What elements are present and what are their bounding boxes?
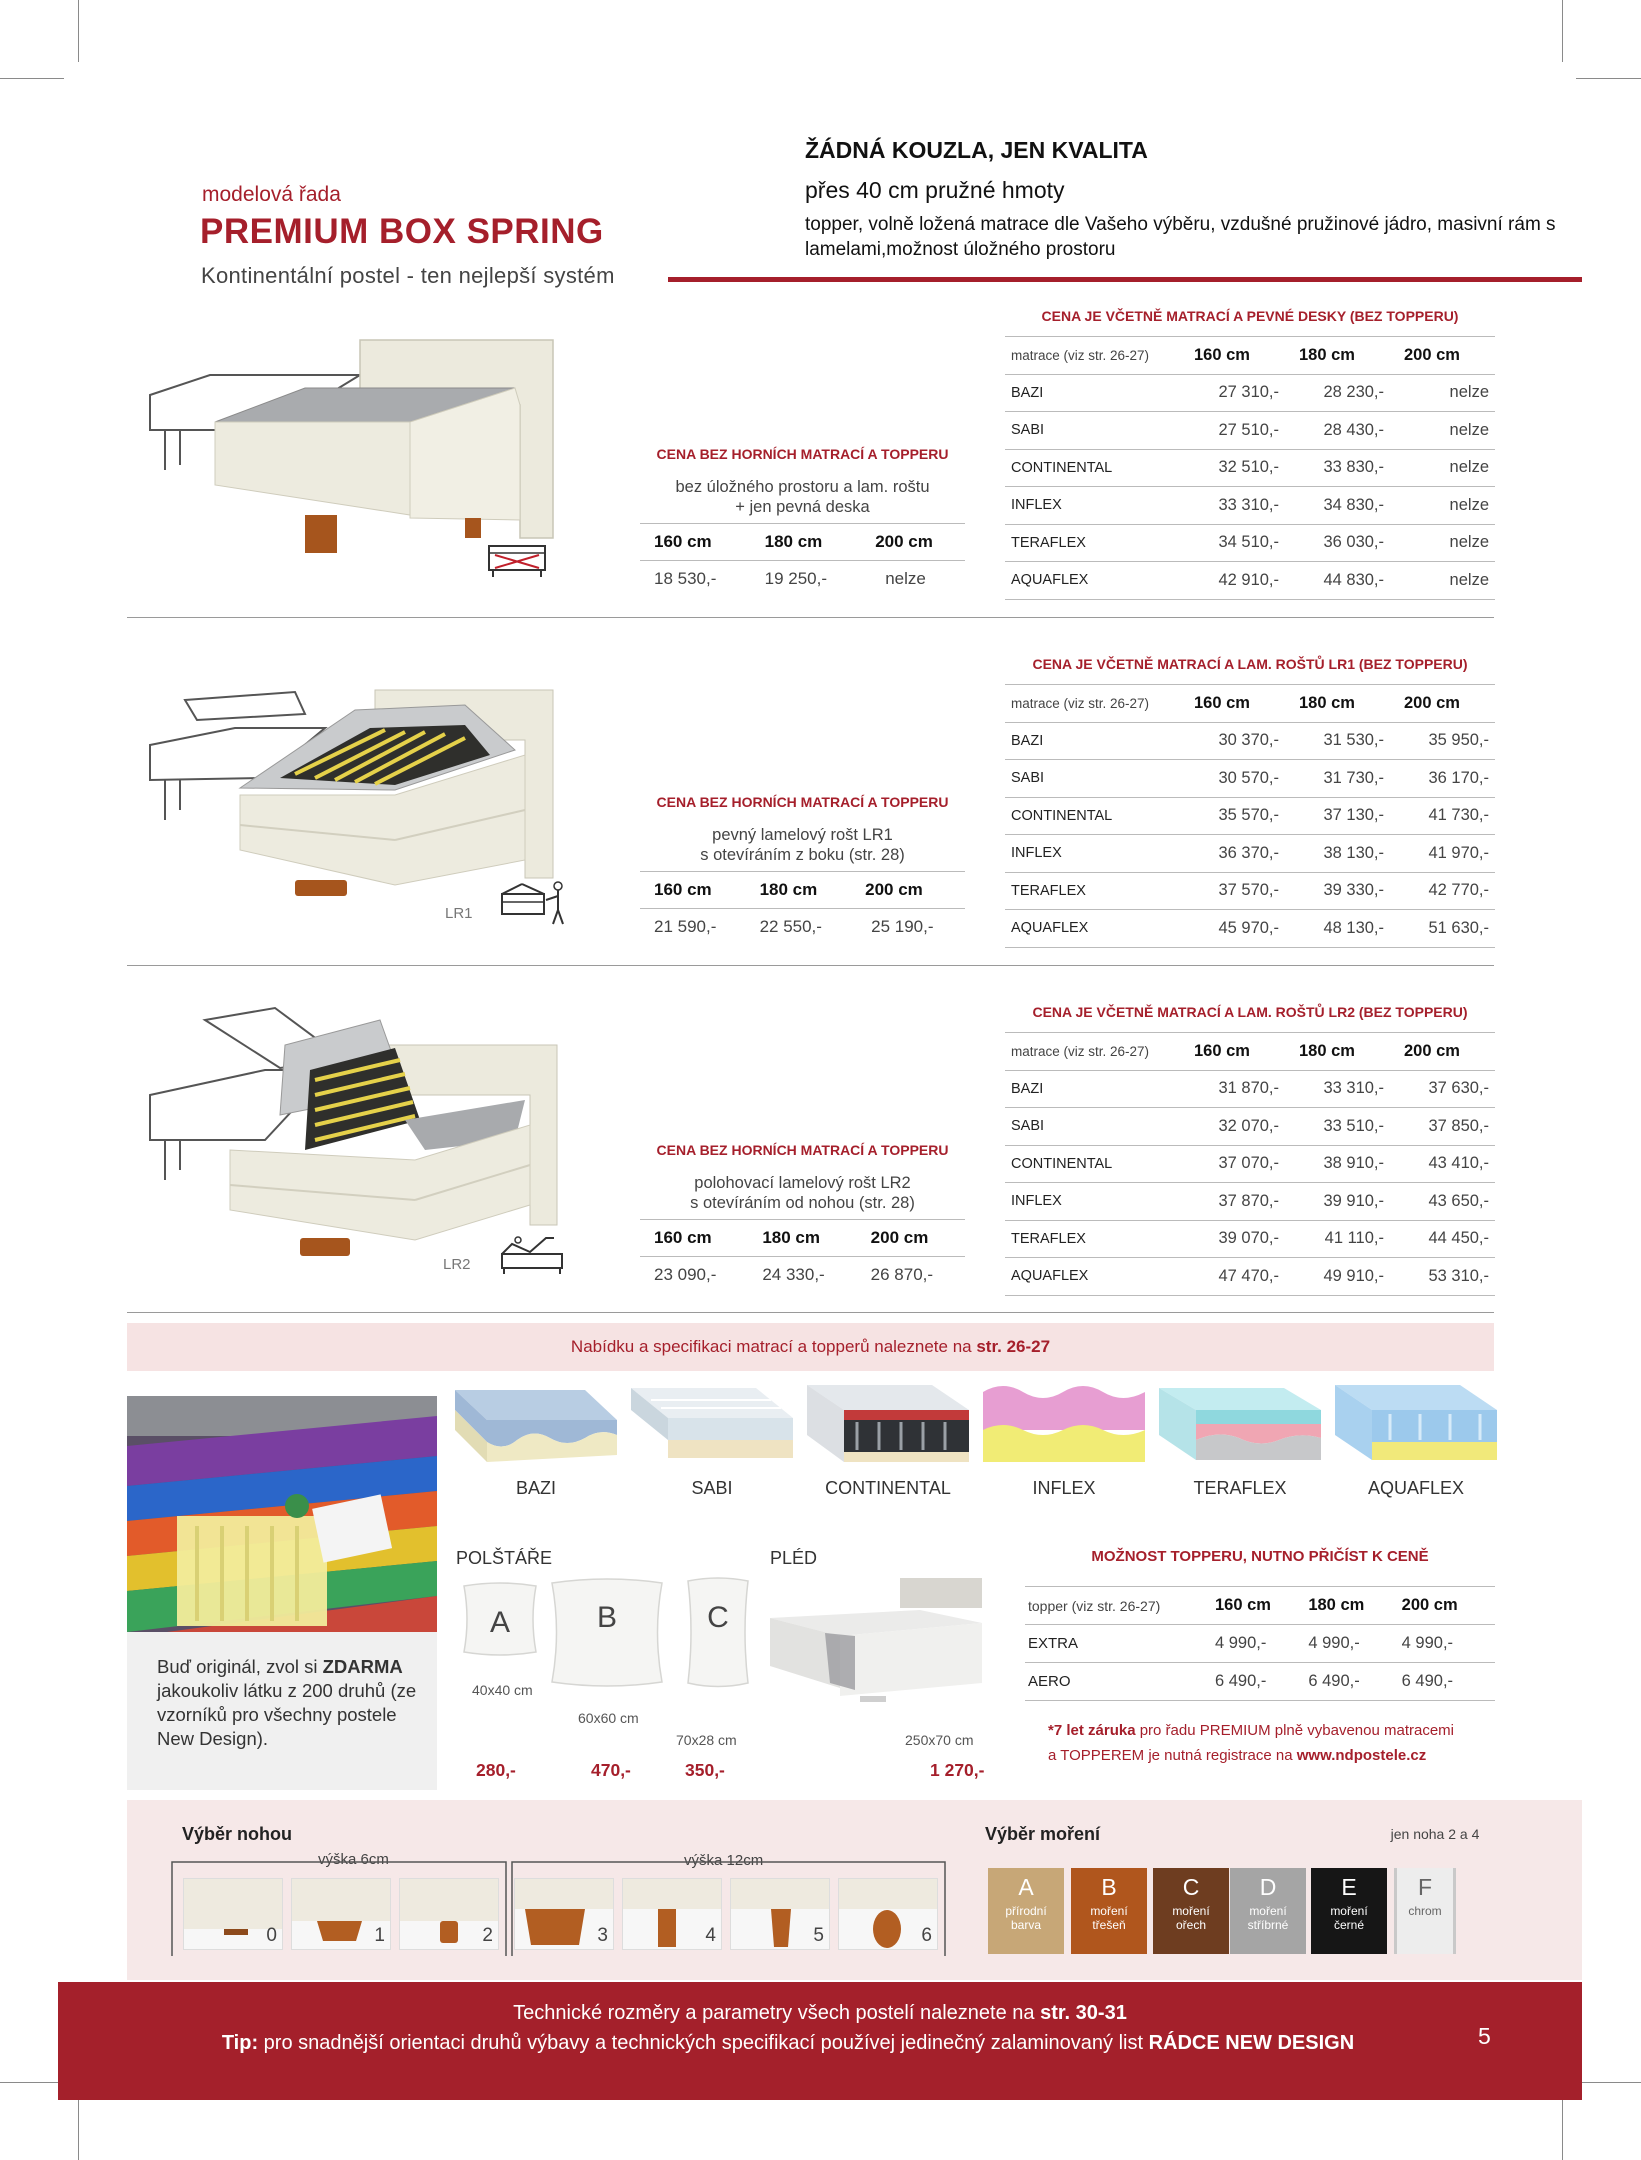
stain-desc: moření bbox=[1090, 1904, 1128, 1918]
section-divider bbox=[127, 617, 1494, 618]
nomat-heading: CENA BEZ HORNÍCH MATRACÍ A TOPPERU bbox=[656, 446, 949, 462]
warranty-line bbox=[1048, 1718, 1508, 1743]
col-header: 180 cm bbox=[1285, 337, 1390, 375]
stain-note: jen noha 2 a 4 bbox=[1390, 1826, 1480, 1842]
table-row bbox=[1005, 1258, 1495, 1296]
size-header-row bbox=[640, 524, 965, 561]
slogan-description: topper, volně ložená matrace dle Vašeho výběru, vzdušné pružinové jádro, masivní rám s lamelami,možnost úložného prostoru bbox=[805, 214, 1556, 260]
pillow-dimension: 70x28 cm bbox=[676, 1732, 737, 1748]
price-cell: nelze bbox=[1390, 374, 1495, 412]
stain-option-d[interactable] bbox=[1230, 1868, 1306, 1954]
mattress-name: AQUAFLEX bbox=[1005, 562, 1180, 600]
price-cell: 23 090,- bbox=[640, 1257, 748, 1294]
table-row bbox=[1005, 760, 1495, 798]
price-cell: 51 630,- bbox=[1390, 910, 1495, 948]
price-row bbox=[640, 909, 965, 946]
mattress-name-label: INFLEX bbox=[1032, 1478, 1096, 1498]
bed-illustration bbox=[145, 1000, 565, 1265]
price-cell: 37 070,- bbox=[1180, 1145, 1285, 1183]
stain-letter: E bbox=[1341, 1874, 1357, 1900]
col-header: 160 cm bbox=[1180, 337, 1285, 375]
nomat-description bbox=[640, 825, 965, 865]
price-cell: 42 770,- bbox=[1390, 872, 1495, 910]
slogan-spring: přes 40 cm pružné hmoty bbox=[805, 177, 1065, 203]
stain-option-a[interactable] bbox=[988, 1868, 1064, 1954]
mattress-name: SABI bbox=[1005, 412, 1180, 450]
tip-label: Tip: bbox=[221, 2032, 259, 2054]
throw-dimension: 250x70 cm bbox=[905, 1732, 974, 1748]
slogan: ŽÁDNÁ KOUZLA, JEN KVALITA bbox=[805, 137, 1148, 163]
col-header: 180 cm bbox=[1285, 685, 1390, 723]
price-cell: 26 870,- bbox=[857, 1257, 965, 1294]
leg-number: 3 bbox=[597, 1925, 608, 1946]
leg-number: 4 bbox=[705, 1925, 716, 1946]
price-cell: 34 510,- bbox=[1180, 524, 1285, 562]
pillow-b-image bbox=[547, 1575, 667, 1690]
price-cell: 6 490,- bbox=[1402, 1663, 1495, 1701]
price-cell: 37 850,- bbox=[1390, 1108, 1495, 1146]
mattress-name-label: BAZI bbox=[515, 1478, 556, 1498]
nomat-desc-line: pevný lamelový rošt LR1 bbox=[712, 826, 893, 844]
nomat-heading: CENA BEZ HORNÍCH MATRACÍ A TOPPERU bbox=[656, 794, 949, 810]
table-header-row bbox=[1005, 685, 1495, 723]
model-subtitle: Kontinentální postel - ten nejlepší systém bbox=[201, 263, 615, 288]
mattress-name: INFLEX bbox=[1005, 487, 1180, 525]
col-header: 180 cm bbox=[1285, 1033, 1390, 1071]
col-header: 200 cm bbox=[1402, 1587, 1495, 1625]
fabric-free-label: ZDARMA bbox=[322, 1656, 403, 1677]
crop-mark bbox=[0, 2082, 64, 2083]
price-cell: 37 130,- bbox=[1285, 797, 1390, 835]
mattress-image-inflex bbox=[983, 1380, 1145, 1470]
leg-number: 6 bbox=[921, 1925, 932, 1946]
stain-desc: třešeň bbox=[1092, 1918, 1126, 1932]
price-cell: 41 970,- bbox=[1390, 835, 1495, 873]
leg-number: 2 bbox=[482, 1925, 493, 1946]
leg-number: 5 bbox=[813, 1925, 824, 1946]
mattress-name: BAZI bbox=[1005, 1070, 1180, 1108]
table-row bbox=[1005, 449, 1495, 487]
col-header: topper (viz str. 26-27) bbox=[1025, 1587, 1215, 1625]
crop-mark bbox=[1562, 2098, 1563, 2160]
size-cell: 200 cm bbox=[861, 524, 965, 561]
topper-price-table bbox=[1025, 1586, 1495, 1701]
stain-desc: moření bbox=[1330, 1904, 1368, 1918]
leg-number: 0 bbox=[266, 1925, 277, 1946]
pillow-a-image bbox=[460, 1580, 540, 1658]
price-cell: nelze bbox=[1390, 562, 1495, 600]
price-cell: 24 330,- bbox=[748, 1257, 856, 1294]
bed-label: LR1 bbox=[445, 905, 473, 922]
throw-image bbox=[770, 1578, 982, 1728]
price-cell: 36 370,- bbox=[1180, 835, 1285, 873]
header-rule bbox=[668, 277, 1582, 282]
mattress-image-continental bbox=[807, 1380, 969, 1470]
price-row bbox=[640, 1257, 965, 1294]
price-cell: nelze bbox=[1390, 487, 1495, 525]
stain-letter: A bbox=[1018, 1874, 1034, 1900]
table-row bbox=[1025, 1663, 1495, 1701]
price-cell: 4 990,- bbox=[1308, 1625, 1401, 1663]
price-cell: nelze bbox=[1390, 449, 1495, 487]
price-cell: 25 190,- bbox=[851, 909, 965, 946]
price-table-heading: CENA JE VČETNĚ MATRACÍ A LAM. ROŠTŮ LR1 (BEZ TOPPERU) bbox=[1032, 656, 1468, 672]
stain-letter: C bbox=[1182, 1874, 1200, 1900]
size-cell: 200 cm bbox=[851, 872, 965, 909]
stain-desc: chrom bbox=[1408, 1904, 1442, 1918]
bed-illustration bbox=[145, 330, 565, 570]
stain-letter: D bbox=[1259, 1874, 1277, 1900]
series-label: modelová řada bbox=[202, 183, 341, 206]
col-header: matrace (viz str. 26-27) bbox=[1005, 1033, 1180, 1071]
leg-option-6[interactable] bbox=[838, 1878, 938, 1950]
stain-option-f[interactable] bbox=[1394, 1868, 1456, 1954]
stain-desc: ořech bbox=[1175, 1918, 1207, 1932]
section-divider bbox=[127, 1312, 1494, 1313]
price-cell: 43 650,- bbox=[1390, 1183, 1495, 1221]
stain-desc: černé bbox=[1333, 1918, 1365, 1932]
col-header: 200 cm bbox=[1390, 1033, 1495, 1071]
table-header-row bbox=[1005, 337, 1495, 375]
mattress-name-label: AQUAFLEX bbox=[1367, 1478, 1465, 1498]
nomat-desc-line: s otevíráním z boku (str. 28) bbox=[700, 846, 905, 864]
price-cell: 43 410,- bbox=[1390, 1145, 1495, 1183]
mattress-name: TERAFLEX bbox=[1005, 1220, 1180, 1258]
price-cell: 39 910,- bbox=[1285, 1183, 1390, 1221]
topper-name: AERO bbox=[1025, 1663, 1215, 1701]
price-cell: 53 310,- bbox=[1390, 1258, 1495, 1296]
crop-mark bbox=[1576, 2082, 1641, 2083]
pillow-c-image bbox=[682, 1575, 754, 1690]
warranty-line bbox=[1048, 1743, 1508, 1768]
table-row bbox=[1005, 524, 1495, 562]
price-cell: 22 550,- bbox=[746, 909, 852, 946]
pillow-dimension: 60x60 cm bbox=[578, 1710, 639, 1726]
price-cell: 35 950,- bbox=[1390, 722, 1495, 760]
col-header: matrace (viz str. 26-27) bbox=[1005, 685, 1180, 723]
mattress-name: SABI bbox=[1005, 760, 1180, 798]
stain-option-e[interactable] bbox=[1311, 1868, 1387, 1954]
price-cell: 33 830,- bbox=[1285, 449, 1390, 487]
price-cell: 36 030,- bbox=[1285, 524, 1390, 562]
nomat-description bbox=[640, 477, 965, 517]
mattress-image-aquaflex bbox=[1335, 1380, 1497, 1470]
price-table bbox=[1005, 1032, 1495, 1296]
price-cell: 38 130,- bbox=[1285, 835, 1390, 873]
fabric-samples-image bbox=[127, 1396, 437, 1632]
height-label: výška 12cm bbox=[684, 1852, 764, 1869]
table-row bbox=[1005, 1183, 1495, 1221]
mattress-image-bazi bbox=[455, 1380, 617, 1470]
col-header: 160 cm bbox=[1180, 685, 1285, 723]
price-cell: nelze bbox=[1390, 524, 1495, 562]
table-row bbox=[1005, 487, 1495, 525]
stains-title: Výběr moření bbox=[985, 1824, 1101, 1844]
crop-mark bbox=[1562, 0, 1563, 62]
col-header: 160 cm bbox=[1215, 1587, 1308, 1625]
leg-option-2[interactable] bbox=[399, 1878, 499, 1950]
price-cell: 44 830,- bbox=[1285, 562, 1390, 600]
price-cell: 48 130,- bbox=[1285, 910, 1390, 948]
size-cell: 160 cm bbox=[640, 872, 746, 909]
pillow-price: 350,- bbox=[685, 1760, 725, 1780]
nomat-desc-line: s otevíráním od nohou (str. 28) bbox=[690, 1194, 915, 1212]
stain-option-b[interactable] bbox=[1071, 1868, 1147, 1954]
price-cell: 18 530,- bbox=[640, 561, 751, 598]
price-cell: 33 510,- bbox=[1285, 1108, 1390, 1146]
nomat-desc-line: + jen pevná deska bbox=[735, 498, 870, 516]
footer-product: RÁDCE NEW DESIGN bbox=[1148, 2032, 1355, 2054]
price-cell: 21 590,- bbox=[640, 909, 746, 946]
nomat-price-table bbox=[640, 871, 965, 946]
footer-line-1 bbox=[58, 2002, 1582, 2025]
price-table bbox=[1005, 336, 1495, 600]
topper-heading: MOŽNOST TOPPERU, NUTNO PŘIČÍST K CENĚ bbox=[1091, 1548, 1429, 1565]
mattress-name-label: CONTINENTAL bbox=[825, 1478, 951, 1498]
leg-option-0[interactable] bbox=[183, 1878, 283, 1950]
mattress-name-label: TERAFLEX bbox=[1193, 1478, 1287, 1498]
price-cell: 33 310,- bbox=[1285, 1070, 1390, 1108]
warranty-text: pro řadu PREMIUM plně vybavenou matracemi bbox=[1135, 1722, 1455, 1739]
price-cell: 27 310,- bbox=[1180, 374, 1285, 412]
nomat-price-table bbox=[640, 1219, 965, 1294]
mattress-name: BAZI bbox=[1005, 722, 1180, 760]
price-cell: 27 510,- bbox=[1180, 412, 1285, 450]
price-cell: 31 530,- bbox=[1285, 722, 1390, 760]
nomat-price-table bbox=[640, 523, 965, 598]
fabric-text-c: jakoukoliv látku z 200 druhů (ze vzorníků pro všechny postele New Design). bbox=[157, 1680, 417, 1749]
col-header: matrace (viz str. 26-27) bbox=[1005, 337, 1180, 375]
price-cell: 32 070,- bbox=[1180, 1108, 1285, 1146]
price-cell: 41 110,- bbox=[1285, 1220, 1390, 1258]
price-cell: 37 630,- bbox=[1390, 1070, 1495, 1108]
price-cell: 28 230,- bbox=[1285, 374, 1390, 412]
price-cell: 6 490,- bbox=[1215, 1663, 1308, 1701]
col-header: 200 cm bbox=[1390, 337, 1495, 375]
size-header-row bbox=[640, 1220, 965, 1257]
price-cell: 37 870,- bbox=[1180, 1183, 1285, 1221]
price-cell: 37 570,- bbox=[1180, 872, 1285, 910]
footer-pages: str. 30-31 bbox=[1040, 2002, 1127, 2024]
mattress-image-teraflex bbox=[1159, 1380, 1321, 1470]
nomat-description bbox=[640, 1173, 965, 1213]
foot-opening-icon bbox=[496, 1228, 568, 1278]
price-cell: 45 970,- bbox=[1180, 910, 1285, 948]
mattress-name-label: SABI bbox=[691, 1478, 733, 1498]
price-cell: 42 910,- bbox=[1180, 562, 1285, 600]
pillow-letter: C bbox=[707, 1601, 729, 1634]
price-cell: nelze bbox=[1390, 412, 1495, 450]
mattress-name: AQUAFLEX bbox=[1005, 1258, 1180, 1296]
bed-label: LR2 bbox=[443, 1256, 471, 1273]
topper-name: EXTRA bbox=[1025, 1625, 1215, 1663]
warranty-link[interactable]: www.ndpostele.cz bbox=[1296, 1747, 1427, 1764]
height-label: výška 6cm bbox=[318, 1851, 389, 1868]
table-header-row bbox=[1005, 1033, 1495, 1071]
mattress-name: CONTINENTAL bbox=[1005, 797, 1180, 835]
offer-band bbox=[127, 1323, 1494, 1371]
mattress-name: INFLEX bbox=[1005, 1183, 1180, 1221]
price-cell: 39 070,- bbox=[1180, 1220, 1285, 1258]
size-cell: 180 cm bbox=[748, 1220, 856, 1257]
table-row bbox=[1005, 835, 1495, 873]
mattress-name: TERAFLEX bbox=[1005, 524, 1180, 562]
side-opening-icon bbox=[498, 878, 568, 928]
price-cell: 19 250,- bbox=[751, 561, 862, 598]
price-cell: 32 510,- bbox=[1180, 449, 1285, 487]
table-row bbox=[1005, 797, 1495, 835]
mattress-image-sabi bbox=[631, 1380, 793, 1470]
stain-option-c[interactable] bbox=[1153, 1868, 1229, 1954]
fabric-text bbox=[157, 1655, 427, 1751]
mattress-name: BAZI bbox=[1005, 374, 1180, 412]
price-cell: 31 730,- bbox=[1285, 760, 1390, 798]
price-cell: 44 450,- bbox=[1390, 1220, 1495, 1258]
table-row bbox=[1005, 412, 1495, 450]
page-number: 5 bbox=[1478, 2023, 1491, 2049]
mattress-name: SABI bbox=[1005, 1108, 1180, 1146]
price-cell: 49 910,- bbox=[1285, 1258, 1390, 1296]
stain-desc: přírodní bbox=[1005, 1904, 1047, 1918]
col-header: 180 cm bbox=[1308, 1587, 1401, 1625]
size-cell: 200 cm bbox=[857, 1220, 965, 1257]
col-header: 200 cm bbox=[1390, 685, 1495, 723]
leg-option-3[interactable] bbox=[514, 1878, 614, 1950]
price-cell: 39 330,- bbox=[1285, 872, 1390, 910]
size-header-row bbox=[640, 872, 965, 909]
mattress-name: INFLEX bbox=[1005, 835, 1180, 873]
crop-mark bbox=[78, 0, 79, 62]
table-header-row bbox=[1025, 1587, 1495, 1625]
throw-title: PLÉD bbox=[770, 1548, 818, 1568]
leg-option-1[interactable] bbox=[291, 1878, 391, 1950]
footer-text: Technické rozměry a parametry všech postelí naleznete na bbox=[513, 2002, 1041, 2024]
col-header: 160 cm bbox=[1180, 1033, 1285, 1071]
stain-letter: B bbox=[1101, 1874, 1117, 1900]
nomat-desc-line: polohovací lamelový rošt LR2 bbox=[694, 1174, 911, 1192]
price-cell: 4 990,- bbox=[1215, 1625, 1308, 1663]
table-row bbox=[1005, 872, 1495, 910]
offer-text: Nabídku a specifikaci matrací a topperů naleznete na bbox=[570, 1337, 977, 1356]
pillow-dimension: 40x40 cm bbox=[472, 1682, 533, 1698]
crop-mark bbox=[78, 2098, 79, 2160]
leg-option-4[interactable] bbox=[622, 1878, 722, 1950]
footer-line-2 bbox=[58, 2032, 1518, 2055]
table-row bbox=[1005, 562, 1495, 600]
nomat-desc-line: bez úložného prostoru a lam. roštu bbox=[675, 478, 930, 496]
pillow-price: 470,- bbox=[591, 1760, 631, 1780]
price-table-heading: CENA JE VČETNĚ MATRACÍ A PEVNÉ DESKY (BEZ TOPPERU) bbox=[1041, 308, 1459, 324]
section-divider bbox=[127, 965, 1494, 966]
pillow-letter: A bbox=[489, 1606, 511, 1639]
price-cell: 36 170,- bbox=[1390, 760, 1495, 798]
bed-illustration bbox=[145, 670, 565, 910]
size-cell: 180 cm bbox=[746, 872, 852, 909]
fixed-board-icon bbox=[485, 540, 549, 582]
mattress-name: TERAFLEX bbox=[1005, 872, 1180, 910]
price-cell: 30 570,- bbox=[1180, 760, 1285, 798]
pillows-title: POLŠTÁŘE bbox=[456, 1548, 553, 1568]
price-cell: 31 870,- bbox=[1180, 1070, 1285, 1108]
stain-desc: moření bbox=[1249, 1904, 1287, 1918]
price-cell: 34 830,- bbox=[1285, 487, 1390, 525]
price-table bbox=[1005, 684, 1495, 948]
nomat-heading: CENA BEZ HORNÍCH MATRACÍ A TOPPERU bbox=[656, 1142, 949, 1158]
price-cell: 4 990,- bbox=[1402, 1625, 1495, 1663]
leg-number: 1 bbox=[374, 1925, 385, 1946]
price-table-heading: CENA JE VČETNĚ MATRACÍ A LAM. ROŠTŮ LR2 (BEZ TOPPERU) bbox=[1032, 1004, 1468, 1020]
price-cell: 41 730,- bbox=[1390, 797, 1495, 835]
fabric-text-a: Buď originál, zvol si bbox=[157, 1656, 323, 1677]
size-cell: 160 cm bbox=[640, 524, 751, 561]
warranty-bold: *7 let záruka bbox=[1048, 1722, 1136, 1739]
price-cell: 6 490,- bbox=[1308, 1663, 1401, 1701]
price-cell: 33 310,- bbox=[1180, 487, 1285, 525]
table-row bbox=[1005, 1108, 1495, 1146]
price-cell: 47 470,- bbox=[1180, 1258, 1285, 1296]
crop-mark bbox=[1576, 78, 1641, 79]
size-cell: 160 cm bbox=[640, 1220, 748, 1257]
table-row bbox=[1005, 722, 1495, 760]
crop-mark bbox=[0, 78, 64, 79]
price-row bbox=[640, 561, 965, 598]
price-cell: nelze bbox=[861, 561, 965, 598]
warranty-text: a TOPPEREM je nutná registrace na bbox=[1048, 1747, 1297, 1764]
mattress-name: AQUAFLEX bbox=[1005, 910, 1180, 948]
stain-desc: moření bbox=[1172, 1904, 1210, 1918]
model-title: PREMIUM BOX SPRING bbox=[200, 212, 604, 251]
offer-pages: str. 26-27 bbox=[976, 1337, 1051, 1356]
throw-price: 1 270,- bbox=[930, 1760, 985, 1780]
footer-band bbox=[58, 1982, 1582, 2100]
stain-desc: stříbrné bbox=[1247, 1918, 1289, 1932]
legs-title: Výběr nohou bbox=[182, 1824, 293, 1844]
mattress-name: CONTINENTAL bbox=[1005, 449, 1180, 487]
stain-desc: barva bbox=[1010, 1918, 1042, 1932]
price-cell: 38 910,- bbox=[1285, 1145, 1390, 1183]
size-cell: 180 cm bbox=[751, 524, 862, 561]
price-cell: 35 570,- bbox=[1180, 797, 1285, 835]
warranty-note bbox=[1048, 1718, 1508, 1768]
stain-letter: F bbox=[1417, 1874, 1433, 1900]
footer-text: pro snadnější orientaci druhů výbavy a technických specifikací používej jedinečný zalaminovaný list bbox=[258, 2032, 1149, 2054]
table-row bbox=[1005, 1070, 1495, 1108]
table-row bbox=[1005, 1145, 1495, 1183]
mattress-name: CONTINENTAL bbox=[1005, 1145, 1180, 1183]
pillow-letter: B bbox=[596, 1601, 618, 1634]
leg-option-5[interactable] bbox=[730, 1878, 830, 1950]
price-cell: 30 370,- bbox=[1180, 722, 1285, 760]
price-cell: 28 430,- bbox=[1285, 412, 1390, 450]
table-row bbox=[1025, 1625, 1495, 1663]
table-row bbox=[1005, 374, 1495, 412]
table-row bbox=[1005, 1220, 1495, 1258]
table-row bbox=[1005, 910, 1495, 948]
pillow-price: 280,- bbox=[476, 1760, 516, 1780]
